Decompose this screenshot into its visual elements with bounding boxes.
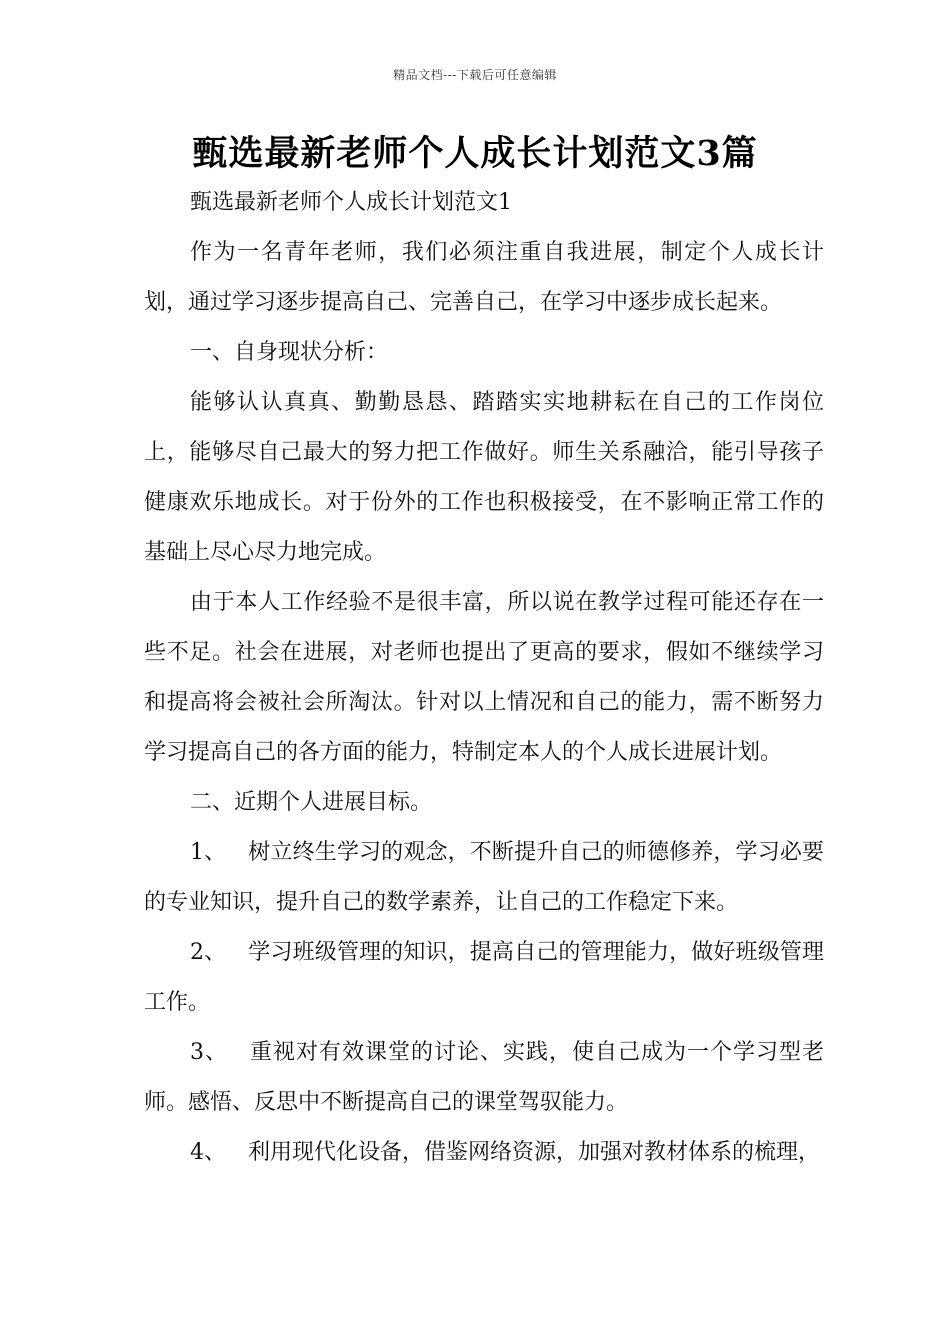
goal-item-1 xyxy=(144,828,824,928)
goal-item-3 xyxy=(144,1028,824,1128)
document-body xyxy=(144,178,824,1178)
goal-number: 1、 xyxy=(190,840,227,865)
goal-text: 树立终生学习的观念，不断提升自己的师德修养，学习必要的专业知识，提升自己的数学素养，让自己的工作稳定下来。 xyxy=(144,840,824,915)
goal-number: 4、 xyxy=(190,1140,226,1165)
section-heading-2: 二、近期个人进展目标。 xyxy=(190,790,433,815)
goal-text: 重视对有效课堂的讨论、实践，使自己成为一个学习型老师。感悟、反思中不断提高自己的课堂驾驭能力。 xyxy=(144,1040,824,1115)
goal-number: 3、 xyxy=(190,1040,228,1065)
goal-item-2 xyxy=(144,928,824,1028)
section-heading-1: 一、自身现状分析： xyxy=(190,340,389,365)
subtitle-paragraph: 甄选最新老师个人成长计划范文1 xyxy=(190,190,512,215)
goal-text: 学习班级管理的知识，提高自己的管理能力，做好班级管理工作。 xyxy=(144,940,824,1015)
status-paragraph-2: 由于本人工作经验不是很丰富，所以说在教学过程可能还存在一些不足。社会在进展，对老师也提出了更高的要求，假如不继续学习和提高将会被社会所淘汰。针对以上情况和自己的能力，需不断努力学习提高自己的各方面的能力，特制定本人的个人成长进展计划。 xyxy=(144,590,824,765)
intro-paragraph: 作为一名青年老师，我们必须注重自我进展，制定个人成长计划，通过学习逐步提高自己、完善自己，在学习中逐步成长起来。 xyxy=(144,240,824,315)
status-paragraph-1: 能够认认真真、勤勤恳恳、踏踏实实地耕耘在自己的工作岗位上，能够尽自己最大的努力把工作做好。师生关系融洽，能引导孩子健康欢乐地成长。对于份外的工作也积极接受，在不影响正常工作的基础上尽心尽力地完成。 xyxy=(144,390,824,565)
header-note: 精品文档---下载后可任意编辑 xyxy=(393,68,557,82)
goal-item-4 xyxy=(144,1128,824,1178)
goal-number: 2、 xyxy=(190,940,227,965)
goal-text: 利用现代化设备，借鉴网络资源，加强对教材体系的梳理， xyxy=(248,1140,821,1165)
document-title: 甄选最新老师个人成长计划范文3篇 xyxy=(192,133,758,174)
